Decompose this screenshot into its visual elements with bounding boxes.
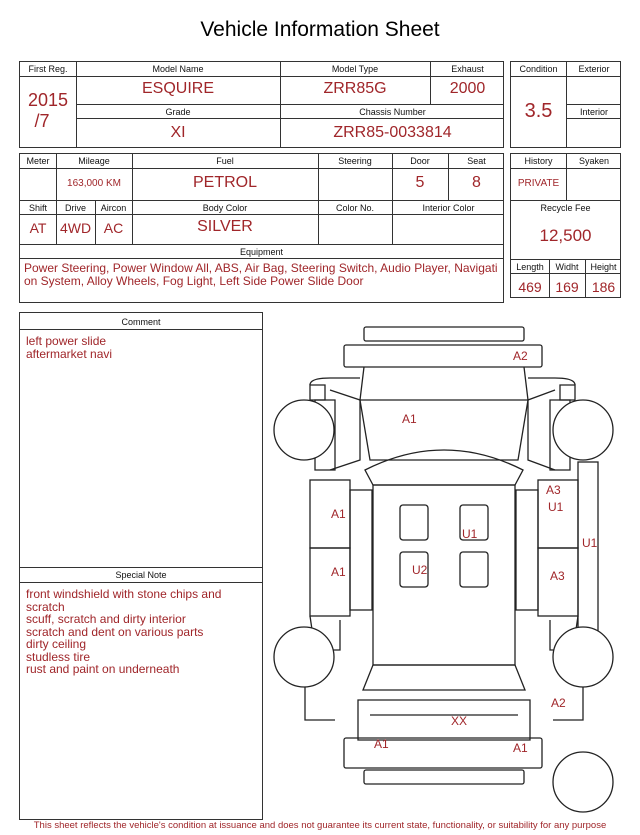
damage-mark: U2: [412, 563, 428, 577]
damage-mark: A2: [551, 696, 566, 710]
sheet-title: Vehicle Information Sheet: [200, 18, 440, 41]
special-note-label: Special Note: [115, 570, 167, 580]
history-box: [510, 153, 621, 298]
seat-label: Seat: [467, 156, 486, 166]
door-value: 5: [415, 174, 425, 191]
damage-mark: A3: [546, 483, 561, 497]
damage-mark: A3: [550, 569, 565, 583]
special-note-line: studless tire: [26, 649, 91, 664]
equipment-label: Equipment: [239, 247, 284, 257]
width-label: Widht: [555, 262, 579, 272]
damage-mark: U1: [548, 500, 564, 514]
damage-mark: A1: [402, 412, 417, 426]
steering-label: Steering: [338, 156, 372, 166]
condition-label: Condition: [519, 64, 558, 74]
color-no-label: Color No.: [335, 203, 374, 213]
shift-label: Shift: [28, 203, 47, 213]
height-value: 186: [591, 279, 616, 295]
fuel-label: Fuel: [216, 156, 234, 166]
recycle-fee-label: Recycle Fee: [540, 203, 591, 213]
aircon-value: AC: [103, 220, 124, 236]
syaken-label: Syaken: [578, 156, 610, 166]
disclaimer-footer: This sheet reflects the vehicle's condition at issuance and does not guarantee its current state, functionality, or suitability for any purpose: [33, 820, 607, 831]
special-note-line: scratch: [26, 599, 65, 614]
equipment-list: Power Steering, Power Window All, ABS, Air Bag, Steering Switch, Audio Player, Navigation System, Alloy Wheels, Fog Light, Left Side Power Slide Door: [24, 261, 498, 288]
drive-label: Drive: [64, 203, 86, 213]
model-type: ZRR85G: [323, 80, 387, 97]
damage-mark: U1: [582, 536, 598, 550]
special-note-lines: [26, 588, 221, 676]
mileage-value: 163,000 KM: [67, 178, 121, 189]
first-reg-year: 2015: [27, 90, 69, 110]
comment-label: Comment: [121, 317, 161, 327]
damage-mark: U1: [462, 527, 478, 541]
aircon-label: Aircon: [100, 203, 127, 213]
shift-value: AT: [29, 220, 47, 236]
model-name: ESQUIRE: [141, 80, 214, 97]
interior-color-label: Interior Color: [422, 203, 475, 213]
history-label: History: [524, 156, 553, 166]
grade-value: XI: [170, 124, 186, 141]
seat-value: 8: [472, 174, 481, 191]
condition-grade: 3.5: [524, 100, 553, 122]
comment-lines: [26, 335, 112, 360]
damage-mark: A1: [513, 741, 528, 755]
special-note-line: dirty ceiling: [26, 637, 87, 651]
height-label: Height: [590, 262, 617, 272]
door-label: Door: [410, 156, 430, 166]
car-condition-diagram: [270, 320, 630, 820]
body-color-value: SILVER: [197, 218, 253, 235]
model-name-label: Model Name: [152, 64, 204, 74]
length-label: Length: [516, 262, 544, 272]
mileage-label: Mileage: [78, 156, 110, 166]
condition-box: [510, 61, 621, 148]
exhaust-label: Exhaust: [451, 64, 484, 74]
first-reg-label: First Reg.: [28, 64, 68, 74]
special-note-line: rust and paint on underneath: [26, 662, 180, 676]
chassis-number: ZRR85-0033814: [333, 124, 452, 141]
fuel-value: PETROL: [192, 174, 257, 191]
damage-mark: A1: [331, 565, 346, 579]
drive-value: 4WD: [59, 220, 92, 236]
comment-box: [19, 312, 263, 820]
history-value: PRIVATE: [517, 178, 560, 189]
body-color-label: Body Color: [202, 203, 248, 213]
special-note-line: scuff, scratch and dirty interior: [26, 612, 186, 626]
exterior-label: Exterior: [578, 64, 610, 74]
width-value: 169: [555, 279, 579, 295]
recycle-fee-value: 12,500: [539, 226, 592, 245]
model-type-label: Model Type: [331, 64, 379, 74]
chassis-label: Chassis Number: [359, 107, 426, 117]
length-value: 469: [518, 279, 542, 295]
interior-label: Interior: [579, 107, 608, 117]
comment-line: left power slide: [26, 334, 107, 348]
damage-mark: A1: [374, 737, 389, 751]
meter-label: Meter: [26, 156, 50, 166]
first-reg-month: /7: [34, 111, 50, 131]
vehicle-basic-table: [19, 61, 504, 148]
special-note-line: front windshield with stone chips and: [26, 587, 222, 601]
special-note-line: scratch and dent on various parts: [26, 624, 204, 639]
comment-line: aftermarket navi: [26, 346, 113, 361]
damage-mark: XX: [451, 714, 468, 728]
exhaust-value: 2000: [449, 80, 486, 97]
damage-mark: A2: [513, 349, 528, 363]
damage-mark: A1: [331, 507, 346, 521]
vehicle-detail-table: [19, 153, 504, 303]
grade-label: Grade: [165, 107, 191, 117]
